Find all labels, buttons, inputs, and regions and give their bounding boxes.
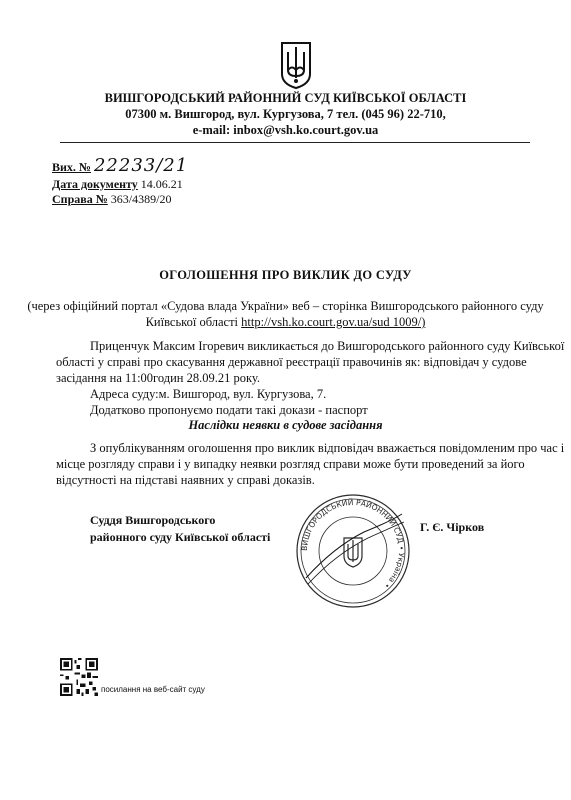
notice-title: ОГОЛОШЕННЯ ПРО ВИКЛИК ДО СУДУ — [159, 268, 412, 282]
consequences-line-2: місце розгляду справи і у випадку неявки розгляд справи може бути проведений за його — [56, 457, 525, 471]
judge-position-line-1: Суддя Вишгородського — [90, 513, 216, 527]
judge-position — [90, 512, 270, 546]
body-line-3: засідання на 11:00годин 28.09.21 року. — [56, 371, 261, 385]
body-line-2: області у справі про скасування державної реєстрації правочинів як: відповідач у судове — [56, 355, 527, 369]
coat-of-arms-icon — [279, 40, 313, 90]
consequences-title: Наслідки неявки в судове засідання — [188, 418, 383, 432]
outgoing-number — [52, 155, 189, 176]
judge-name: Г. Є. Чірков — [420, 520, 485, 534]
portal-line-1: (через офіційний портал «Судова влада України» веб – сторінка Вишгородського районного суду — [27, 299, 544, 313]
body-line-1: Приценчук Максим Ігоревич викликається до Вишгородського районного суду Київської — [90, 339, 565, 353]
judge-position-line-2: районного суду Київської області — [90, 530, 271, 544]
case-number — [52, 192, 171, 207]
portal-link[interactable]: http://vsh.ko.court.gov.ua/sud 1009/) — [241, 315, 426, 329]
consequences-line-3: відсутності на підставі наявних у справі доказів. — [56, 473, 315, 487]
case-value: 363/4389/20 — [110, 192, 172, 206]
portal-prefix: Київської області — [145, 315, 242, 329]
qr-caption: посилання на веб-сайт суду — [101, 685, 205, 694]
document-date — [52, 177, 183, 192]
date-value: 14.06.21 — [140, 177, 183, 191]
date-label: Дата документу — [52, 177, 138, 191]
outgoing-value: 22233/21 — [93, 155, 189, 176]
court-address: 07300 м. Вишгород, вул. Кургузова, 7 тел. (045 96) 22-710, — [125, 107, 446, 121]
case-label: Справа № — [52, 192, 108, 206]
court-stamp-icon — [294, 492, 412, 610]
qr-code-icon[interactable] — [60, 658, 98, 696]
stamp-text: ВИШГОРОДСЬКИЙ РАЙОННИЙ СУД • Україна • — [299, 497, 407, 591]
court-email: e-mail: inbox@vsh.ko.court.gov.ua — [192, 123, 379, 137]
evidence-line: Додатково пропонуємо подати такі докази - паспорт — [90, 403, 368, 417]
header-divider — [60, 142, 530, 143]
court-name: ВИШГОРОДСЬКИЙ РАЙОННИЙ СУД КИЇВСЬКОЇ ОБЛАСТІ — [104, 91, 467, 105]
outgoing-label: Вих. № — [52, 160, 91, 174]
consequences-line-1: З опублікуванням оголошення про виклик відповідач вважається повідомленим про час і — [90, 441, 565, 455]
portal-line-2 — [0, 314, 571, 330]
court-address-line: Адреса суду:м. Вишгород, вул. Кургузова, 7. — [90, 387, 327, 401]
